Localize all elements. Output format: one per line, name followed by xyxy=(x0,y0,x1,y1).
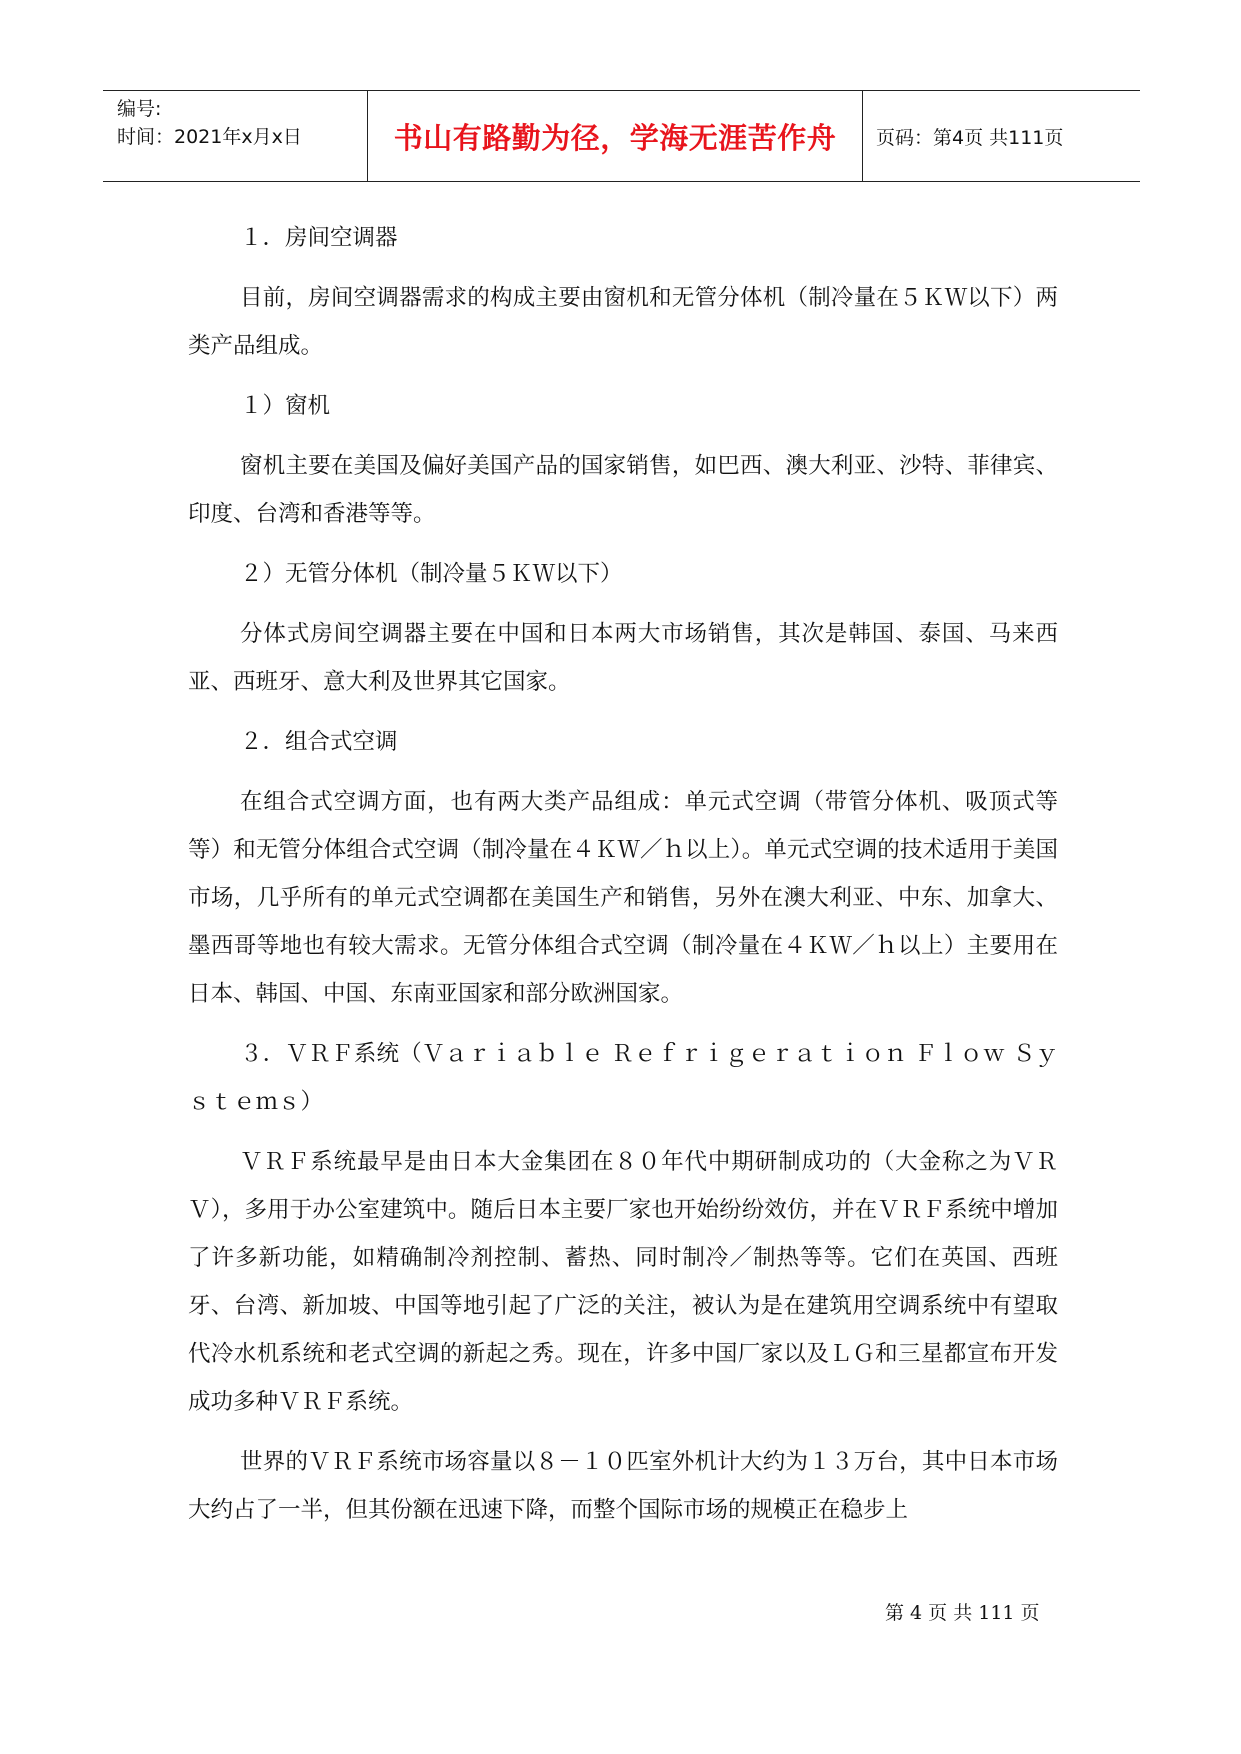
document-body xyxy=(188,214,1058,1546)
subheading-window-unit: １）窗机 xyxy=(240,393,331,419)
paragraph: 窗机主要在美国及偏好美国产品的国家销售，如巴西、澳大利亚、沙特、菲律宾、印度、台湾和香港等等。 xyxy=(188,453,1058,527)
subheading-ductless-split: ２）无管分体机（制冷量５ＫＷ以下） xyxy=(240,561,623,587)
date-label: 时间：2021年x月x日 xyxy=(117,126,302,148)
paragraph: 目前，房间空调器需求的构成主要由窗机和无管分体机（制冷量在５ＫＷ以下）两类产品组成。 xyxy=(188,285,1058,359)
motto-text: 书山有路勤为径，学海无涯苦作舟 xyxy=(393,120,837,155)
section-heading-room-ac: １．房间空调器 xyxy=(240,225,398,251)
section-heading-packaged-ac: ２．组合式空调 xyxy=(240,729,398,755)
section-heading-vrf: ３．ＶＲＦ系统（Ｖａｒｉａｂｌｅ Ｒｅｆｒｉｇｅｒａｔｉｏｎ Ｆｌｏｗ Ｓｙｓｔｅｍｓ） xyxy=(188,1041,1058,1115)
page-footer: 第 4 页 共 111 页 xyxy=(885,1602,1040,1624)
page-code: 页码：第4页 共111页 xyxy=(876,126,1064,149)
header-page-cell xyxy=(863,91,1140,181)
paragraph: 在组合式空调方面，也有两大类产品组成：单元式空调（带管分体机、吸顶式等等）和无管分体组合式空调（制冷量在４ＫＷ／ｈ以上）。单元式空调的技术适用于美国市场，几乎所有的单元式空调都在美国生产和销售，另外在澳大利亚、中东、加拿大、墨西哥等地也有较大需求。无管分体组合式空调（制冷量在４ＫＷ／ｈ以上）主要用在日本、韩国、中国、东南亚国家和部分欧洲国家。 xyxy=(188,789,1058,1007)
paragraph: 世界的ＶＲＦ系统市场容量以８－１０匹室外机计大约为１３万台，其中日本市场大约占了一半，但其份额在迅速下降，而整个国际市场的规模正在稳步上 xyxy=(188,1449,1058,1523)
header-motto-cell xyxy=(368,91,863,181)
header-meta-cell xyxy=(103,91,368,181)
paragraph: 分体式房间空调器主要在中国和日本两大市场销售，其次是韩国、泰国、马来西亚、西班牙、意大利及世界其它国家。 xyxy=(188,621,1058,695)
serial-label: 编号: xyxy=(117,98,162,120)
page-header xyxy=(103,90,1140,182)
paragraph: ＶＲＦ系统最早是由日本大金集团在８０年代中期研制成功的（大金称之为ＶＲＶ），多用于办公室建筑中。随后日本主要厂家也开始纷纷效仿，并在ＶＲＦ系统中增加了许多新功能，如精确制冷剂控制、蓄热、同时制冷／制热等等。它们在英国、西班牙、台湾、新加坡、中国等地引起了广泛的关注，被认为是在建筑用空调系统中有望取代冷水机系统和老式空调的新起之秀。现在，许多中国厂家以及ＬＧ和三星都宣布开发成功多种ＶＲＦ系统。 xyxy=(188,1149,1058,1415)
